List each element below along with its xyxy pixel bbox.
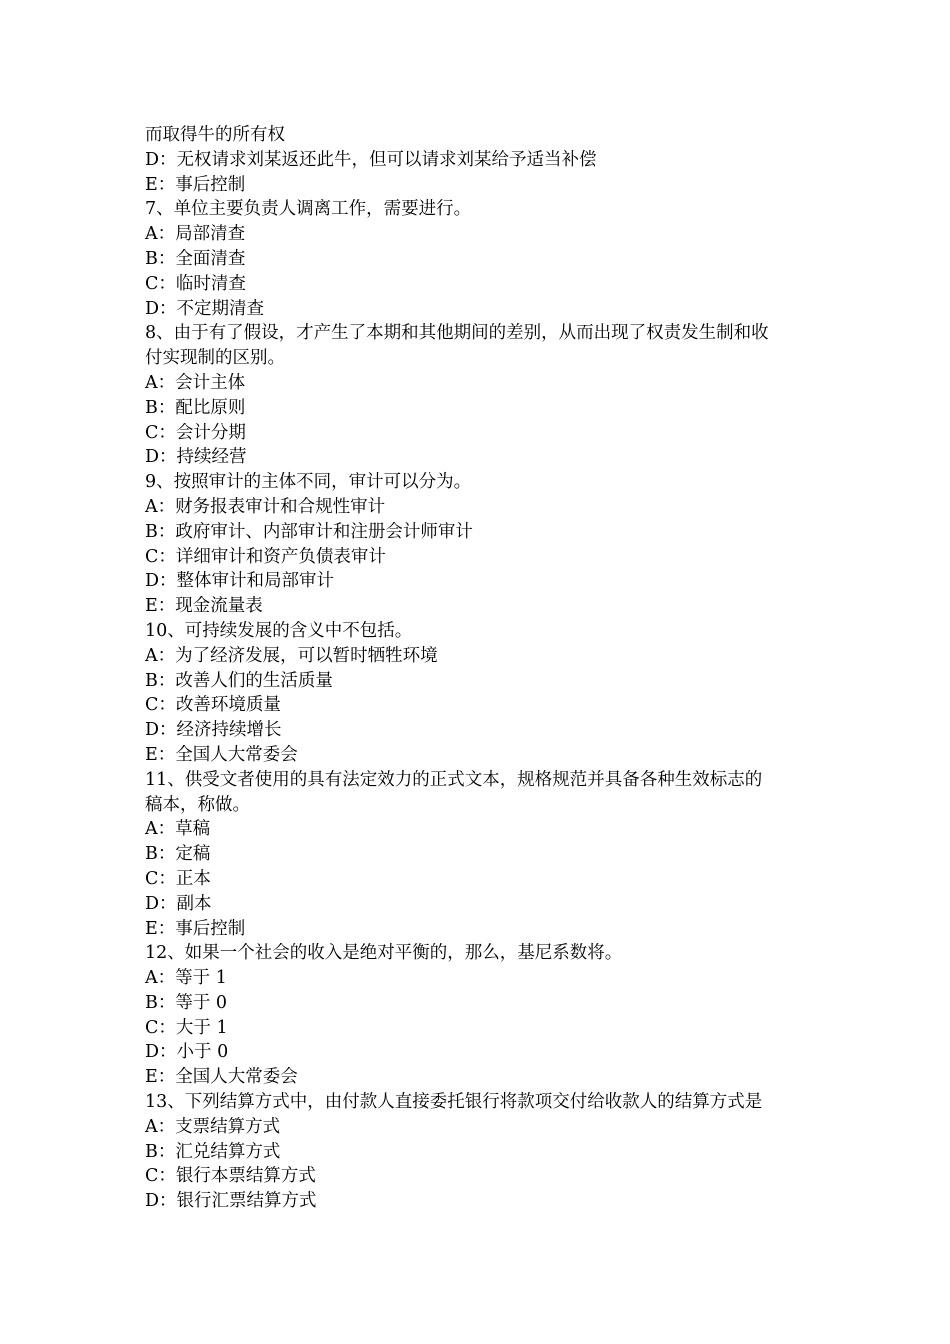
text-line: 13、下列结算方式中，由付款人直接委托银行将款项交付给收款人的结算方式是	[145, 1092, 763, 1113]
text-line: A：草稿	[145, 819, 211, 840]
text-line: A：财务报表审计和合规性审计	[145, 496, 386, 517]
text-line: E：事后控制	[145, 918, 246, 939]
document-page	[145, 123, 815, 1214]
text-line: E：事后控制	[145, 174, 246, 195]
text-line: 12、如果一个社会的收入是绝对平衡的，那么，基尼系数将。	[145, 943, 623, 964]
text-line: E：现金流量表	[145, 596, 263, 617]
text-line: E：全国人大常委会	[145, 744, 298, 765]
text-line: C：大于 1	[145, 1017, 228, 1038]
text-line: A：为了经济发展，可以暂时牺牲环境	[145, 645, 438, 666]
text-line: B：定稿	[145, 844, 211, 865]
text-line: C：会计分期	[145, 422, 246, 443]
text-line: B：等于 0	[145, 992, 228, 1013]
text-line: C：详细审计和资产负债表审计	[145, 546, 386, 567]
text-line: 稿本，称做。	[145, 794, 250, 815]
text-line: A：支票结算方式	[145, 1116, 281, 1137]
text-line: A：等于 1	[145, 968, 227, 989]
text-line: B：改善人们的生活质量	[145, 670, 333, 691]
text-line: C：改善环境质量	[145, 695, 281, 716]
text-line: D：小于 0	[145, 1042, 229, 1063]
text-line: 11、供受文者使用的具有法定效力的正式文本，规格规范并具备各种生效标志的	[145, 769, 763, 790]
text-line: 7、单位主要负责人调离工作，需要进行。	[145, 199, 472, 220]
text-line: B：全面清查	[145, 248, 246, 269]
text-line: A：会计主体	[145, 372, 246, 393]
text-line: D：无权请求刘某返还此牛，但可以请求刘某给予适当补偿	[145, 149, 597, 170]
text-line: 8、由于有了假设，才产生了本期和其他期间的差别，从而出现了权责发生制和收	[145, 323, 769, 344]
text-line: B：政府审计、内部审计和注册会计师审计	[145, 521, 473, 542]
text-line: B：配比原则	[145, 397, 246, 418]
text-line: E：全国人大常委会	[145, 1067, 298, 1088]
text-line: B：汇兑结算方式	[145, 1141, 281, 1162]
text-line: D：不定期清查	[145, 298, 265, 319]
text-line: 9、按照审计的主体不同，审计可以分为。	[145, 472, 472, 493]
text-line: D：持续经营	[145, 447, 247, 468]
text-line: C：银行本票结算方式	[145, 1166, 316, 1187]
text-line: 而取得牛的所有权	[145, 125, 285, 145]
text-line: D：经济持续增长	[145, 720, 282, 741]
text-line: D：银行汇票结算方式	[145, 1191, 317, 1212]
text-line: A：局部清查	[145, 224, 246, 245]
text-line: C：临时清查	[145, 273, 246, 294]
text-line: D：副本	[145, 893, 212, 914]
text-line: C：正本	[145, 868, 211, 889]
text-line: 10、可持续发展的含义中不包括。	[145, 620, 413, 641]
text-line: D：整体审计和局部审计	[145, 571, 335, 592]
text-line: 付实现制的区别。	[145, 348, 285, 369]
